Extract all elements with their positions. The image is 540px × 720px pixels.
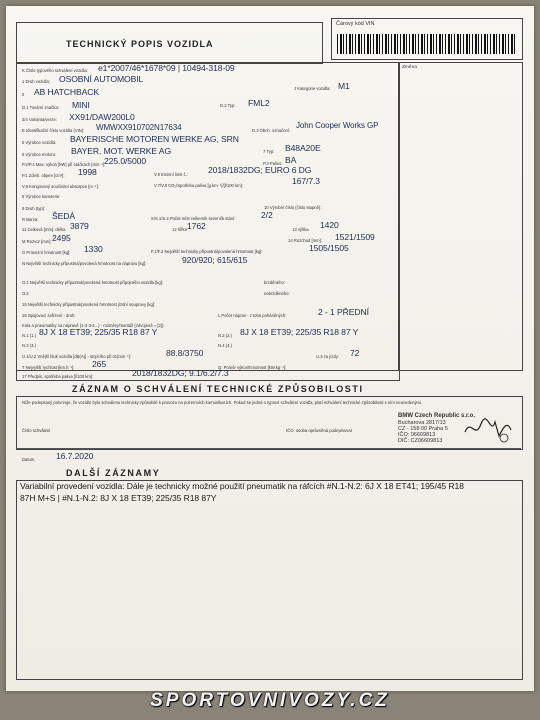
stamp-dic: DIČ: CZ06609813 — [398, 438, 443, 444]
o1-label: O.1 Největší technicky přípustná/povolená hmotnost přípojného vozidla [kg]: — [22, 280, 164, 285]
d4-label: 3/4 Varianta/verze: — [22, 117, 57, 122]
hmotnost-label: G Provozní hmotnost [kg]: — [22, 250, 71, 255]
kat-label: J Kategorie vozidla: — [294, 86, 331, 91]
stamp-ico: IČO: 06609813 — [398, 432, 436, 438]
d4-value: XX91/DAW200L0 — [69, 112, 135, 122]
mista-value: 2/2 — [261, 210, 273, 220]
kola-label: Kola a pneumatiky na nápravě (1-2-3-4...) - rozměry/montáž (zdvojená = [2]): — [22, 323, 165, 328]
change-label: Změna — [402, 65, 417, 70]
hluk-label: U.1/U.2 Vnější hluk vozidla [dB(A)] - stojícího při ot.[min⁻¹]: — [22, 354, 132, 359]
o2-label: O.2 — [22, 291, 29, 296]
zaznam-title: ZÁZNAM O SCHVÁLENÍ TECHNICKÉ ZPŮSOBILOSTI — [72, 384, 364, 394]
vyska-label: 13 výška — [292, 227, 309, 232]
k-label: K Číslo typového schválení vozidla: — [22, 68, 88, 73]
nebrzdeneho-label: nebrzděného: — [264, 291, 290, 296]
vykon-hmotnost-label: Q. Poměr výkon/hmotnost [kW.kg⁻¹]: — [218, 365, 287, 370]
karoserie-label: 8 Výrobce karoserie: — [22, 194, 61, 199]
vin-value: WMWXX910702N17634 — [96, 123, 182, 132]
vyrobce-label: 5 Výrobce vozidla: — [22, 140, 57, 145]
f1-value: 1505/1505 — [309, 243, 349, 253]
vyska-value: 1420 — [320, 220, 339, 230]
document-sheet — [6, 6, 534, 691]
d1-value: MINI — [72, 100, 90, 110]
signature — [461, 410, 516, 444]
d2-value: FML2 — [248, 98, 270, 108]
rozvor-label: M Rozvor [mm]: — [22, 239, 52, 244]
watermark: SPORTOVNIVOZY.CZ — [150, 690, 390, 711]
v7-value: 167/7.3 — [292, 176, 320, 186]
document-title: TECHNICKÝ POPIS VOZIDLA — [66, 39, 214, 49]
datum-value: 16.7.2020 — [56, 451, 94, 461]
p3-label: P.3 Palivo: — [263, 161, 283, 166]
vin-barcode — [337, 34, 515, 54]
napravy-value: 2 - 1 PŘEDNÍ — [318, 307, 369, 317]
n3-label: N.3 (3.) — [22, 343, 36, 348]
r16-label: 16 Spojovací zařízení - druh: — [22, 313, 76, 318]
kat-value: M1 — [338, 81, 350, 91]
vyrobni-cislo-label: 10 Výrobní číslo (číslo stupně): — [264, 205, 322, 210]
hluk-jizda-value: 72 — [350, 348, 360, 358]
n1-label: N.1 (1.) — [22, 333, 36, 338]
body-value: AB HATCHBACK — [34, 87, 100, 97]
n1-value: 8J X 18 ET39; 225/35 R18 87 Y — [39, 327, 158, 337]
sirka-label: 12 šířka — [172, 227, 187, 232]
stamp-name: BMW Czech Republic s.r.o. — [398, 413, 476, 419]
rychlost-label: T Nejvyšší rychlost [km.h⁻¹]: — [22, 365, 75, 370]
change-box — [398, 62, 523, 371]
dalsi-box — [16, 480, 523, 680]
v9-label: V.9 Emisní limit č.: — [154, 172, 189, 177]
v9-value: 2018/1832DG; EURO 6 DG — [208, 165, 312, 175]
motor-label: 6 Výrobce motoru: — [22, 152, 57, 157]
datum-label: Datum — [22, 457, 35, 462]
d3-value: John Cooper Works GP — [296, 121, 379, 130]
stamp-street: Bucharova 2817/13 — [398, 420, 446, 426]
vin-label: E Identifikační číslo vozidla (VIN): — [22, 128, 85, 133]
mista-label: S/S.1/S.2 Počet míst celkem/k sezení/k stání: — [151, 216, 236, 221]
dalsi-title: DALŠÍ ZÁZNAMY — [66, 468, 161, 478]
rychlost-value: 265 — [92, 359, 107, 369]
v8-label: V.8 Korigovaný součinitel absorpce [m⁻¹]: — [22, 184, 99, 189]
body-label: 2 — [22, 92, 25, 97]
druh-label: 1 Druh vozidla: — [22, 79, 50, 84]
d3-label: D.3 Obch. označení: — [252, 128, 291, 133]
dalsi-line2: 87H M+S | #N.1-N.2: 8J X 18 ET39; 225/35 R18 87Y — [20, 493, 217, 503]
dalsi-line1: Variabilní provedení vozidla: Dále je technicky možné použití pneumatik na ráfcích #N.1-N.2: 6J X 18 ET41; 195/45 R18 — [20, 481, 464, 491]
brzdeneho-label: brzděného: — [264, 280, 285, 285]
naprava-label: N Největší technicky přípustná/povolená hmotnost na nápravu [kg]: — [22, 261, 147, 266]
hluk-value: 88.8/3750 — [166, 348, 204, 358]
divider-datum — [16, 448, 521, 449]
n2-label: N.2 (2.) — [218, 333, 232, 338]
sirka-value: 1762 — [187, 221, 206, 231]
napravy-label: L Počet náprav - z toho poháněných: — [218, 313, 287, 318]
predpis-label: 17 Předpis, spotřeba paliva [l/100 km]: — [22, 374, 94, 379]
zaznam-text: Níže podepsaný potvrzuje, že vozidlo bylo schváleno technicky způsobilé k provozu na pozemních komunikacích. Pokud se jedná o typové schválení vozidla, platí schválení technické způsobilosti s ním neuvedenými. — [22, 400, 423, 405]
barva-label: R Barva: — [22, 217, 39, 222]
ico-label: IČO: osoba oprávněná podepisovat — [286, 428, 352, 433]
rozchod-value: 1521/1509 — [335, 232, 375, 242]
typ7-label: 7 Typ: — [263, 149, 275, 154]
druh-value: OSOBNÍ AUTOMOBIL — [59, 74, 144, 84]
p2-label: P.2/P.4 Max. výkon [kW] při otáčkách [min⁻¹]: — [22, 162, 106, 167]
p1-label: P.1 Zdvih. objem [cm³]: — [22, 173, 65, 178]
d2-label: D.2 Typ: — [220, 103, 236, 108]
druh-typ-label: 9 Druh (typ): — [22, 206, 46, 211]
p2-value: 225.0/5000 — [104, 156, 147, 166]
rozchod-label: 14 Rozchod [mm]: — [288, 238, 322, 243]
p3-value: BA — [285, 155, 297, 165]
r15-label: 15 Největší technicky přípustná/povolená hmotnost jízdní soupravy [kg]: — [22, 302, 156, 307]
cislo-schvaleni-label: Číslo schválení — [22, 428, 51, 433]
hmotnost-value: 1330 — [84, 244, 103, 254]
vyrobce-value: BAYERISCHE MOTOREN WERKE AG, SRN — [70, 134, 239, 144]
n2-value: 8J X 18 ET39; 225/35 R18 87 Y — [240, 327, 359, 337]
hluk-jizda-label: U.3 za jízdy: — [316, 354, 340, 359]
vin-barcode-label: Čárový kód VIN — [336, 21, 375, 27]
delka-label: 11 Celková [mm]: délka — [22, 227, 66, 232]
stamp-city: CZ - 158 00 Praha 5 — [398, 426, 448, 432]
naprava-value: 920/920; 615/615 — [182, 255, 248, 265]
delka-value: 3879 — [70, 221, 89, 231]
predpis-value: 2018/1832DG; 9.1/6.2/7.3 — [132, 368, 229, 378]
k-value: e1*2007/46*1678*09 | 10494-318-09 — [98, 63, 235, 73]
n4-label: N.4 (4.) — [218, 343, 232, 348]
f1-label: F.1/F.2 Největší technicky přípustná/povolená hmotnost [kg]: — [151, 249, 263, 254]
typ7-value: B48A20E — [285, 143, 321, 153]
p1-value: 1998 — [78, 167, 97, 177]
d1-label: D.1 Tovární značka: — [22, 105, 59, 110]
motor-value: BAYER. MOT. WERKE AG — [71, 146, 172, 156]
rozvor-value: 2495 — [52, 233, 71, 243]
barva-value: ŠEDÁ — [52, 211, 76, 221]
v7-label: V.7/V.8 CO₂/Spotřeba paliva [g.km⁻¹]/[l/100 km]: — [154, 183, 243, 188]
